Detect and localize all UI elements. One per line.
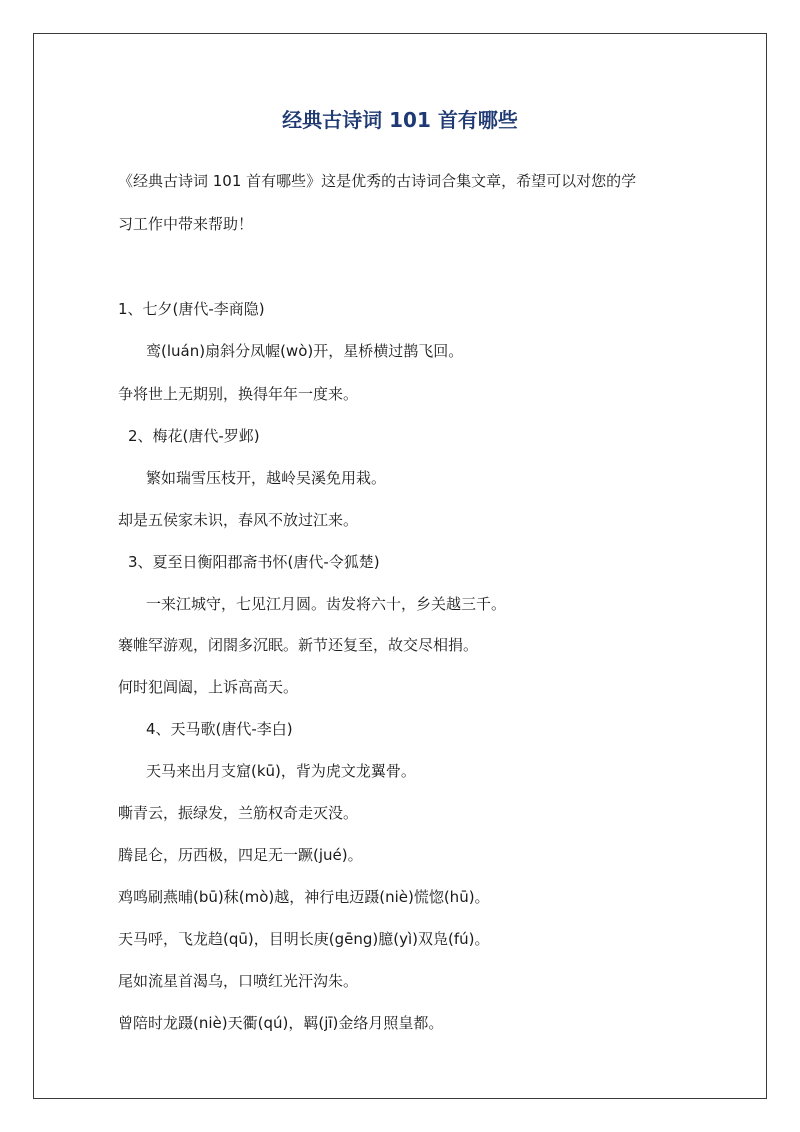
poem-line: 何时犯阊阖，上诉高高天。 [118, 678, 299, 696]
poem-line: 曾陪时龙蹑(niè)天衢(qú)，羁(jī)金络月照皇都。 [118, 1014, 444, 1032]
poem-line: 腾昆仑，历西极，四足无一蹶(jué)。 [118, 846, 363, 864]
intro-line: 习工作中带来帮助！ [118, 215, 254, 233]
document-title: 经典古诗词 101 首有哪些 [282, 108, 518, 132]
poem-line: 嘶青云，振绿发，兰筋权奇走灭没。 [118, 804, 359, 822]
poem-line: 一来江城守，七见江月圆。齿发将六十，乡关越三千。 [146, 595, 507, 613]
poem-heading: 3、夏至日衡阳郡斋书怀(唐代-令狐楚) [128, 553, 380, 571]
poem-line: 鸾(luán)扇斜分凤幄(wò)开，星桥横过鹊飞回。 [146, 342, 464, 360]
poem-line: 却是五侯家未识，春风不放过江来。 [118, 511, 359, 529]
poem-line: 天马呼，飞龙趋(qū)，目明长庚(gēng)臆(yì)双凫(fú)。 [118, 930, 490, 948]
poem-heading: 1、七夕(唐代-李商隐) [118, 300, 265, 318]
poem-line: 鸡鸣刷燕晡(bū)秣(mò)越，神行电迈蹑(niè)慌惚(hū)。 [118, 888, 490, 906]
poem-line: 尾如流星首渴乌，口喷红光汗沟朱。 [118, 972, 359, 990]
poem-line: 天马来出月支窟(kū)，背为虎文龙翼骨。 [146, 762, 416, 780]
poem-line: 褰帷罕游观，闭閤多沉眠。新节还复至，故交尽相捐。 [118, 636, 479, 654]
poem-line: 争将世上无期别，换得年年一度来。 [118, 385, 359, 403]
poem-line: 繁如瑞雪压枝开，越岭吴溪免用栽。 [146, 469, 387, 487]
poem-heading: 2、梅花(唐代-罗邺) [128, 427, 260, 445]
intro-line: 《经典古诗词 101 首有哪些》这是优秀的古诗词合集文章，希望可以对您的学 [118, 172, 637, 190]
poem-heading: 4、天马歌(唐代-李白) [146, 720, 293, 738]
